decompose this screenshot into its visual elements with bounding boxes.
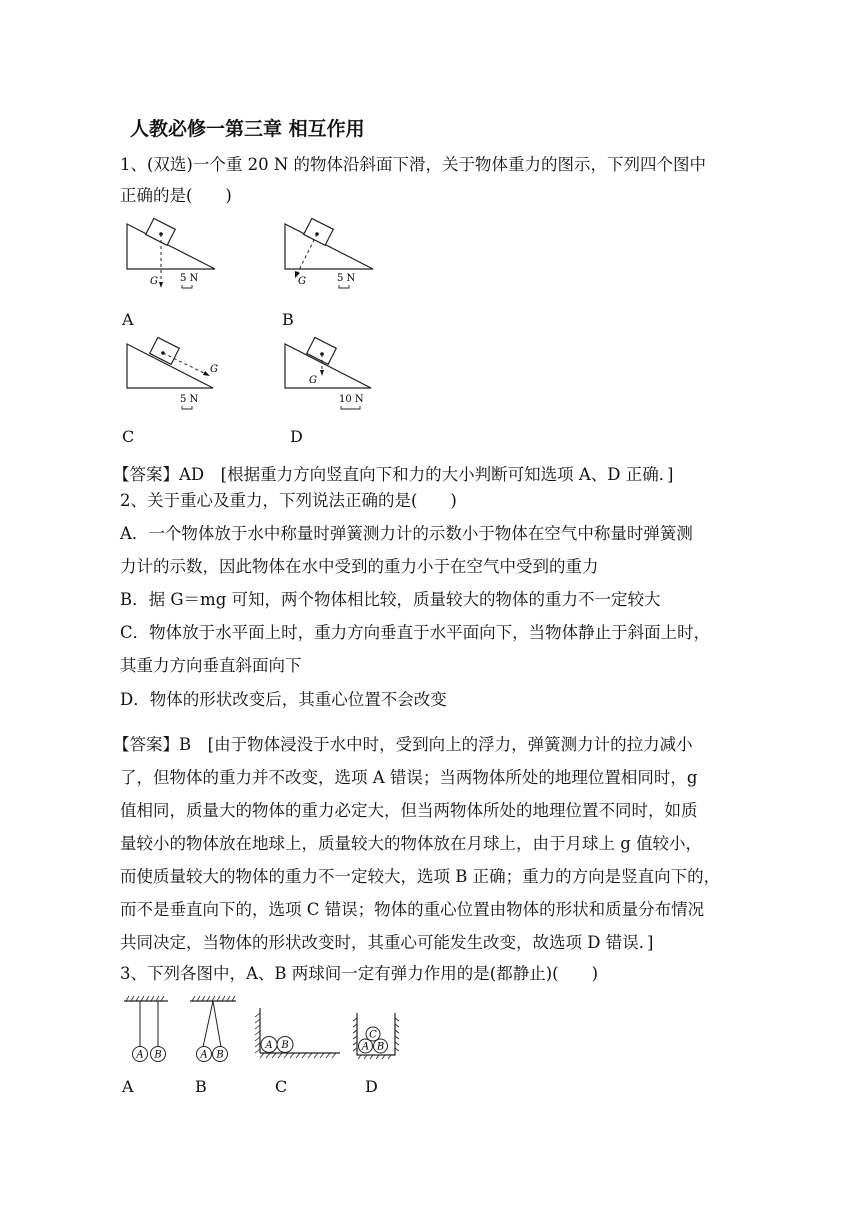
q2-option-c-line1: C．物体放于水平面上时，重力方向垂直于水平面向下，当物体静止于斜面上时， (120, 623, 711, 642)
q1-figure-c (120, 334, 230, 414)
q3-figure-d (352, 1010, 402, 1060)
q3-label-a: A (122, 1077, 134, 1096)
q2-answer-line3: 值相同，质量大的物体的重力必定大，但当两物体所处的地理位置不同时，如质 (120, 801, 698, 820)
q3-figure-a (118, 995, 178, 1070)
q3-b-ball-a-label: A (200, 1049, 208, 1061)
q3-stem: 3、下列各图中，A、B 两球间一定有弹力作用的是(都静止)( ) (120, 964, 599, 983)
q2-option-d: D．物体的形状改变后，其重心位置不会改变 (120, 690, 447, 709)
q1-figure-a (120, 212, 230, 302)
q2-option-c-line2: 其重力方向垂直斜面向下 (120, 656, 302, 675)
q1-c-force-label: G (210, 364, 218, 375)
q1-b-scale-label: 5 N (337, 273, 356, 284)
q3-d-ball-c-label: C (369, 1029, 377, 1041)
q3-c-ball-b-label: B (281, 1040, 289, 1051)
q3-figure-b (186, 995, 246, 1070)
q1-answer: 【答案】AD [根据重力方向竖直向下和力的大小判断可知选项 A、D 正确．] (113, 465, 674, 484)
q3-a-ball-a-label: A (136, 1049, 144, 1061)
q3-d-ball-b-label: B (376, 1041, 385, 1053)
q1-d-scale-label: 10 N (339, 394, 364, 405)
q2-answer-line7: 共同决定，当物体的形状改变时，其重心可能发生改变，故选项 D 错误．] (120, 933, 654, 952)
q1-d-force-label: G (309, 375, 317, 386)
q1-label-b: B (282, 310, 294, 329)
q3-figure-c (254, 1005, 344, 1065)
q3-b-ball-b-label: B (216, 1049, 224, 1061)
q2-answer-line6: 而不是垂直向下的，选项 C 错误；物体的重心位置由物体的形状和质量分布情况 (120, 900, 705, 919)
q2-answer-line2: 了，但物体的重力并不改变，选项 A 错误；当两物体所处的地理位置相同时，g (120, 768, 698, 787)
q1-c-scale-label: 5 N (180, 394, 199, 405)
q2-option-b: B．据 G＝mg 可知，两个物体相比较，质量较大的物体的重力不一定较大 (120, 590, 661, 609)
q3-a-ball-b-label: B (154, 1049, 162, 1061)
q1-label-c: C (122, 427, 135, 446)
q1-figure-b (278, 212, 388, 302)
q3-label-c: C (275, 1077, 288, 1096)
q2-answer-line1: 【答案】B [由于物体浸没于水中时，受到向上的浮力，弹簧测力计的拉力减小 (113, 735, 693, 754)
q3-d-ball-a-label: A (361, 1041, 370, 1053)
page-title: 人教必修一第三章 相互作用 (130, 118, 365, 140)
q1-stem-line1: 1、(双选)一个重 20 N 的物体沿斜面下滑，关于物体重力的图示，下列四个图中 (120, 155, 707, 174)
q3-label-d: D (365, 1077, 378, 1096)
q2-stem: 2、关于重心及重力，下列说法正确的是( ) (120, 491, 457, 510)
q3-c-ball-a-label: A (265, 1040, 273, 1051)
q2-answer-line5: 而使质量较大的物体的重力不一定较大，选项 B 正确；重力的方向是竖直向下的， (120, 867, 721, 886)
q2-option-a-line1: A．一个物体放于水中称量时弹簧测力计的示数小于物体在空气中称量时弹簧测 (120, 524, 693, 543)
q2-answer-line4: 量较小的物体放在地球上，质量较大的物体放在月球上，由于月球上 g 值较小， (120, 834, 703, 853)
q1-stem-line2: 正确的是( ) (120, 186, 232, 205)
q1-a-force-label: G (150, 276, 158, 287)
q1-label-a: A (122, 310, 134, 329)
q1-b-force-label: G (298, 276, 306, 287)
q1-figure-d (278, 334, 388, 414)
q1-a-scale-label: 5 N (180, 273, 199, 284)
q1-label-d: D (290, 427, 303, 446)
q3-label-b: B (195, 1077, 207, 1096)
q2-option-a-line2: 力计的示数，因此物体在水中受到的重力小于在空气中受到的重力 (120, 557, 599, 576)
